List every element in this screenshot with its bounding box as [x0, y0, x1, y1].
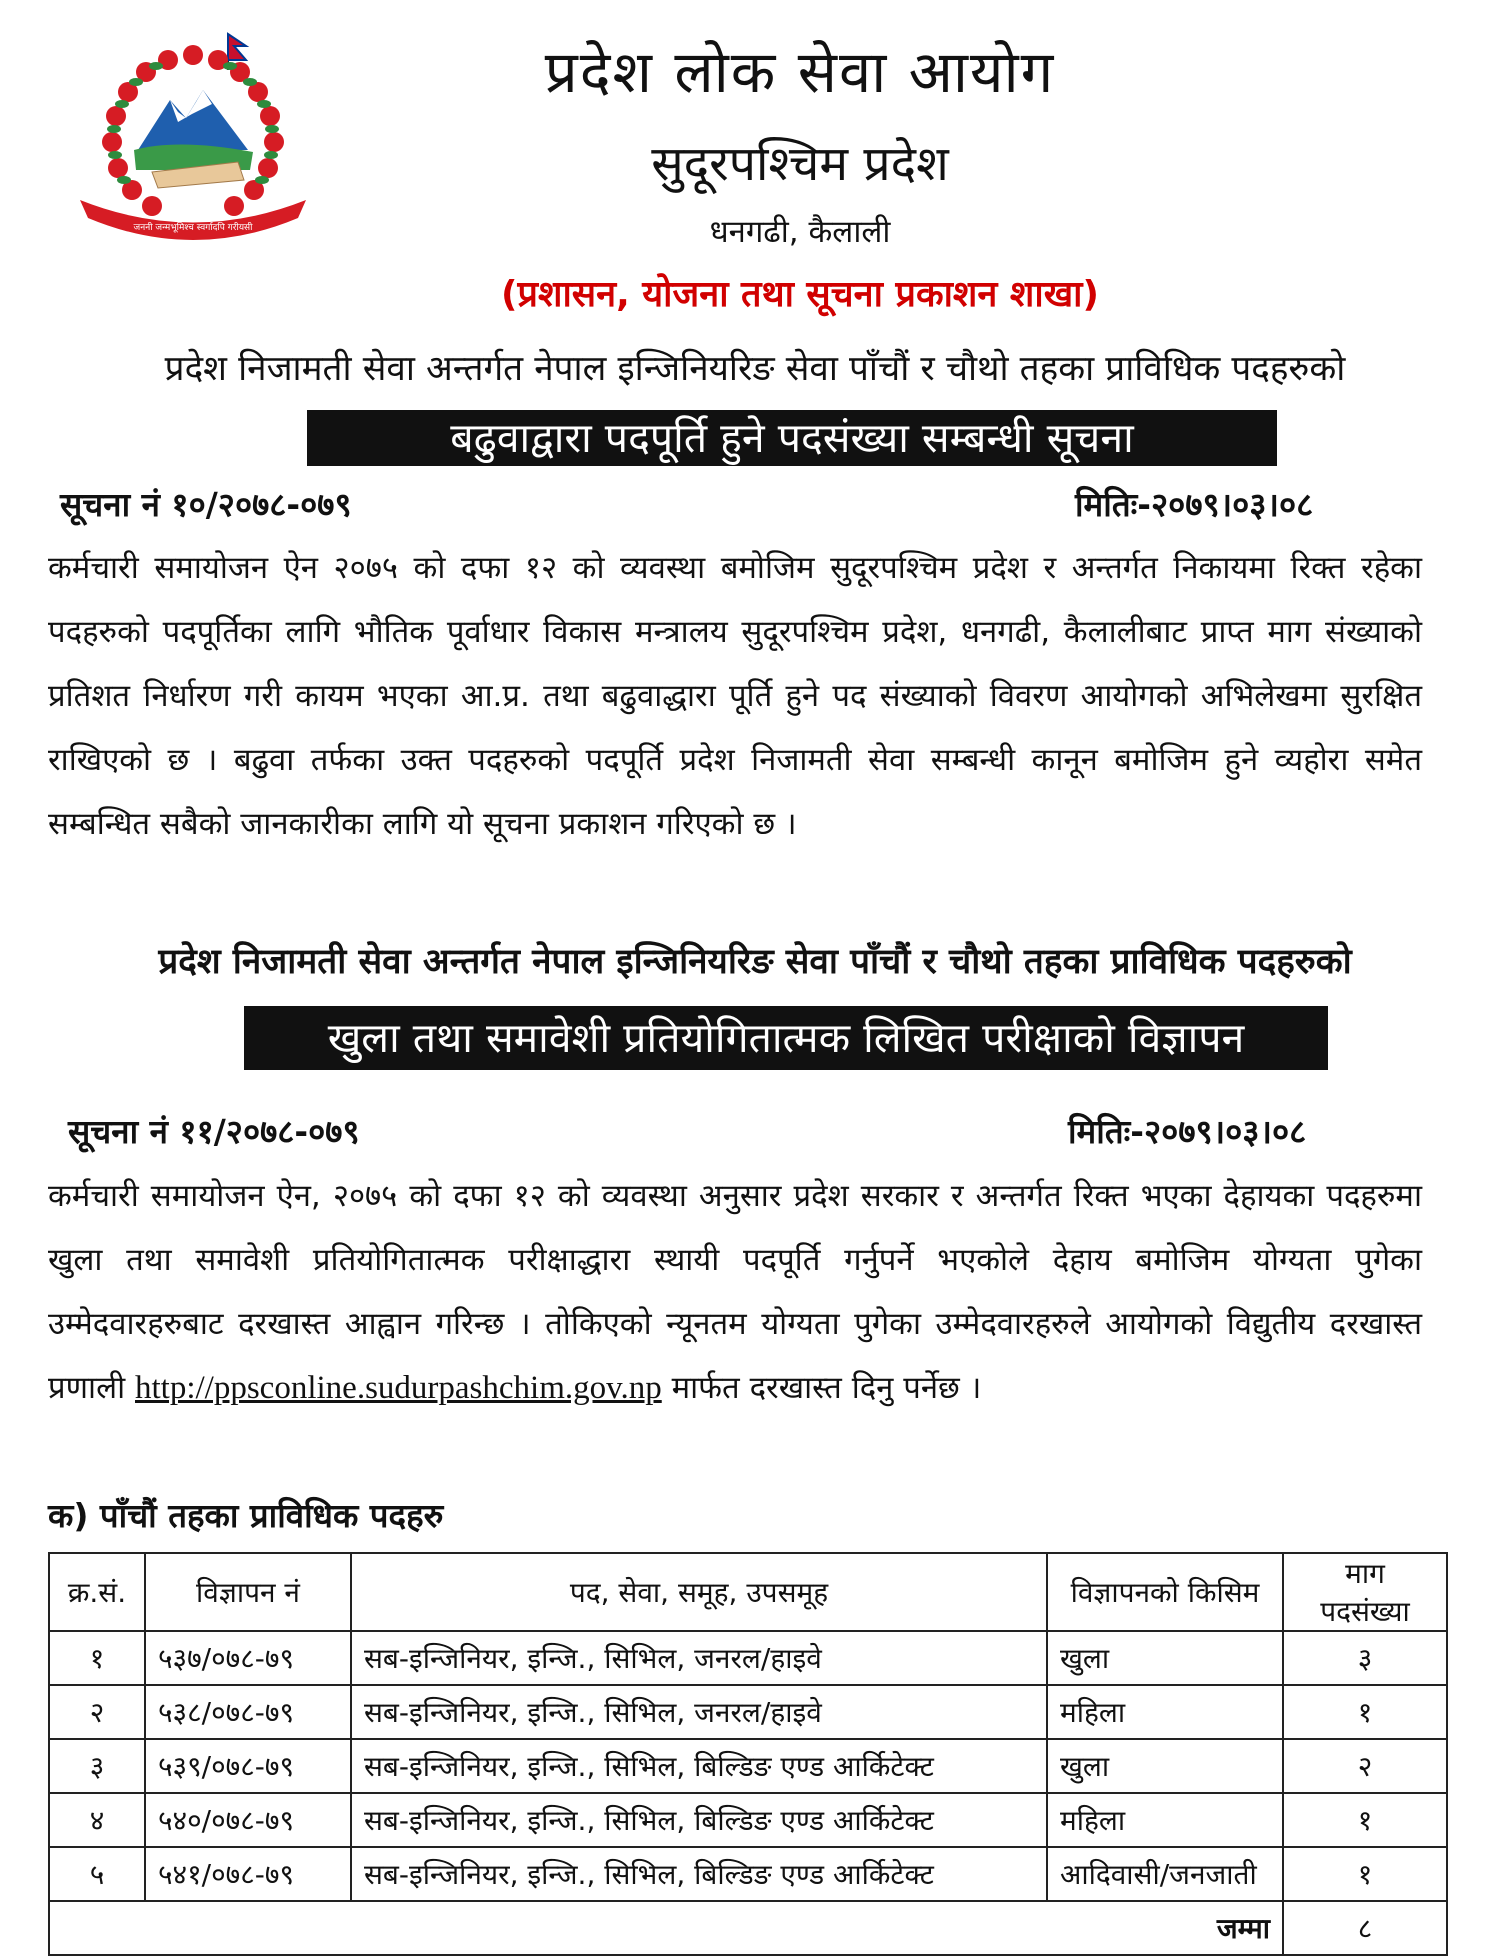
table-row [49, 1847, 1447, 1901]
notice2-date: मितिः-२०७९।०३।०८ [1068, 1112, 1307, 1151]
notice1-body: कर्मचारी समायोजन ऐन २०७५ को दफा १२ को व्यवस्था बमोजिम सुदूरपश्चिम प्रदेश र अन्तर्गत निकायमा रिक्त रहेका पदहरुको पदपूर्तिका लागि भौतिक पूर्वाधार विकास मन्त्रालय सुदूरपश्चिम प्रदेश, धनगढी, कैलालीबाट प्राप्त माग संख्याको प्रतिशत निर्धारण गरी कायम भएका आ.प्र. तथा बढुवाद्धारा पूर्ति हुने पद संख्याको विवरण आयोगको अभिलेखमा सुरक्षित राखिएको छ । बढुवा तर्फका उक्त पदहरुको पदपूर्ति प्रदेश निजामती सेवा सम्बन्धी कानून बमोजिम हुने व्यहोरा समेत सम्बन्धित सबैको जानकारीका लागि यो सूचना प्रकाशन गरिएको छ । [48, 550, 1422, 842]
cell-post: सब-इन्जिनियर, इन्जि., सिभिल, जनरल/हाइवे [351, 1631, 1047, 1685]
posts-table [48, 1552, 1448, 1956]
column-header: विज्ञापनको किसिम [1047, 1553, 1283, 1631]
cell-ad-no: ५३९/०७८-७९ [145, 1739, 351, 1793]
table-total-row [49, 1901, 1447, 1955]
cell-post: सब-इन्जिनियर, इन्जि., सिभिल, बिल्डिङ एण्ड आर्किटेक्ट [351, 1739, 1047, 1793]
notice1-number: सूचना नं १०/२०७८-०७९ [60, 485, 352, 524]
cell-sn: १ [49, 1631, 145, 1685]
notice2-body-end: मार्फत दरखास्त दिनु पर्नेछ । [671, 1370, 982, 1406]
cell-count: २ [1283, 1739, 1447, 1793]
cell-ad-no: ५४१/०७८-७९ [145, 1847, 351, 1901]
cell-sn: ५ [49, 1847, 145, 1901]
cell-type: महिला [1047, 1793, 1283, 1847]
table-row [49, 1739, 1447, 1793]
table-row [49, 1685, 1447, 1739]
cell-ad-no: ५४०/०७८-७९ [145, 1793, 351, 1847]
cell-count: १ [1283, 1847, 1447, 1901]
cell-sn: ३ [49, 1739, 145, 1793]
svg-text:जननी जन्मभूमिश्च स्वर्गादपि गर: जननी जन्मभूमिश्च स्वर्गादपि गरीयसी [133, 223, 253, 233]
cell-post: सब-इन्जिनियर, इन्जि., सिभिल, बिल्डिङ एण्ड आर्किटेक्ट [351, 1793, 1047, 1847]
org-title: प्रदेश लोक सेवा आयोग [544, 38, 1056, 106]
notice1-heading: प्रदेश निजामती सेवा अन्तर्गत नेपाल इन्जिनियरिङ सेवा पाँचौं र चौथो तहका प्राविधिक पदहरुको [164, 349, 1346, 389]
cell-ad-no: ५३८/०७८-७९ [145, 1685, 351, 1739]
cell-ad-no: ५३७/०७८-७९ [145, 1631, 351, 1685]
cell-sn: ४ [49, 1793, 145, 1847]
notice1-date: मितिः-२०७९।०३।०८ [1075, 485, 1314, 524]
notice1-banner: बढुवाद्वारा पदपूर्ति हुने पदसंख्या सम्बन्धी सूचना [307, 410, 1277, 466]
notice2-heading: प्रदेश निजामती सेवा अन्तर्गत नेपाल इन्जिनियरिङ सेवा पाँचौं र चौथो तहका प्राविधिक पदहरुको [158, 942, 1352, 982]
province-title: सुदूरपश्चिम प्रदेश [651, 136, 949, 192]
notice2-body [48, 1164, 1422, 1420]
cell-sn: २ [49, 1685, 145, 1739]
application-link[interactable]: http://ppsconline.sudurpashchim.gov.np [135, 1370, 662, 1406]
cell-count: १ [1283, 1685, 1447, 1739]
cell-post: सब-इन्जिनियर, इन्जि., सिभिल, बिल्डिङ एण्ड आर्किटेक्ट [351, 1847, 1047, 1901]
table-row [49, 1793, 1447, 1847]
cell-post: सब-इन्जिनियर, इन्जि., सिभिल, जनरल/हाइवे [351, 1685, 1047, 1739]
total-value: ८ [1283, 1901, 1447, 1955]
branch-title: (प्रशासन, योजना तथा सूचना प्रकाशन शाखा) [501, 274, 1099, 315]
column-header: पद, सेवा, समूह, उपसमूह [351, 1553, 1047, 1631]
column-header: माग पदसंख्या [1283, 1553, 1447, 1631]
total-label: जम्मा [49, 1901, 1283, 1955]
notice2-body-text: कर्मचारी समायोजन ऐन, २०७५ को दफा १२ को व्यवस्था अनुसार प्रदेश सरकार र अन्तर्गत रिक्त भएका देहायका पदहरुमा खुला तथा समावेशी प्रतियोगितात्मक परीक्षाद्धारा स्थायी पदपूर्ति गर्नुपर्ने भएकोले देहाय बमोजिम योग्यता पुगेका उम्मेदवारहरुबाट दरखास्त आह्वान गरिन्छ । तोकिएको न्यूनतम योग्यता पुगेका उम्मेदवारहरुले आयोगको विद्युतीय दरखास्त प्रणाली [48, 1178, 1422, 1406]
cell-count: १ [1283, 1793, 1447, 1847]
nepal-emblem-icon [78, 30, 308, 250]
cell-type: महिला [1047, 1685, 1283, 1739]
cell-type: आदिवासी/जनजाती [1047, 1847, 1283, 1901]
cell-type: खुला [1047, 1631, 1283, 1685]
notice2-number: सूचना नं ११/२०७८-०७९ [68, 1112, 360, 1151]
table-row [49, 1631, 1447, 1685]
section-title: क) पाँचौं तहका प्राविधिक पदहरु [48, 1496, 444, 1535]
location-text: धनगढी, कैलाली [709, 214, 891, 250]
cell-count: ३ [1283, 1631, 1447, 1685]
notice2-banner: खुला तथा समावेशी प्रतियोगितात्मक लिखित परीक्षाको विज्ञापन [244, 1006, 1328, 1070]
cell-type: खुला [1047, 1739, 1283, 1793]
table-header-row [49, 1553, 1447, 1631]
column-header: क्र.सं. [49, 1553, 145, 1631]
column-header: विज्ञापन नं [145, 1553, 351, 1631]
